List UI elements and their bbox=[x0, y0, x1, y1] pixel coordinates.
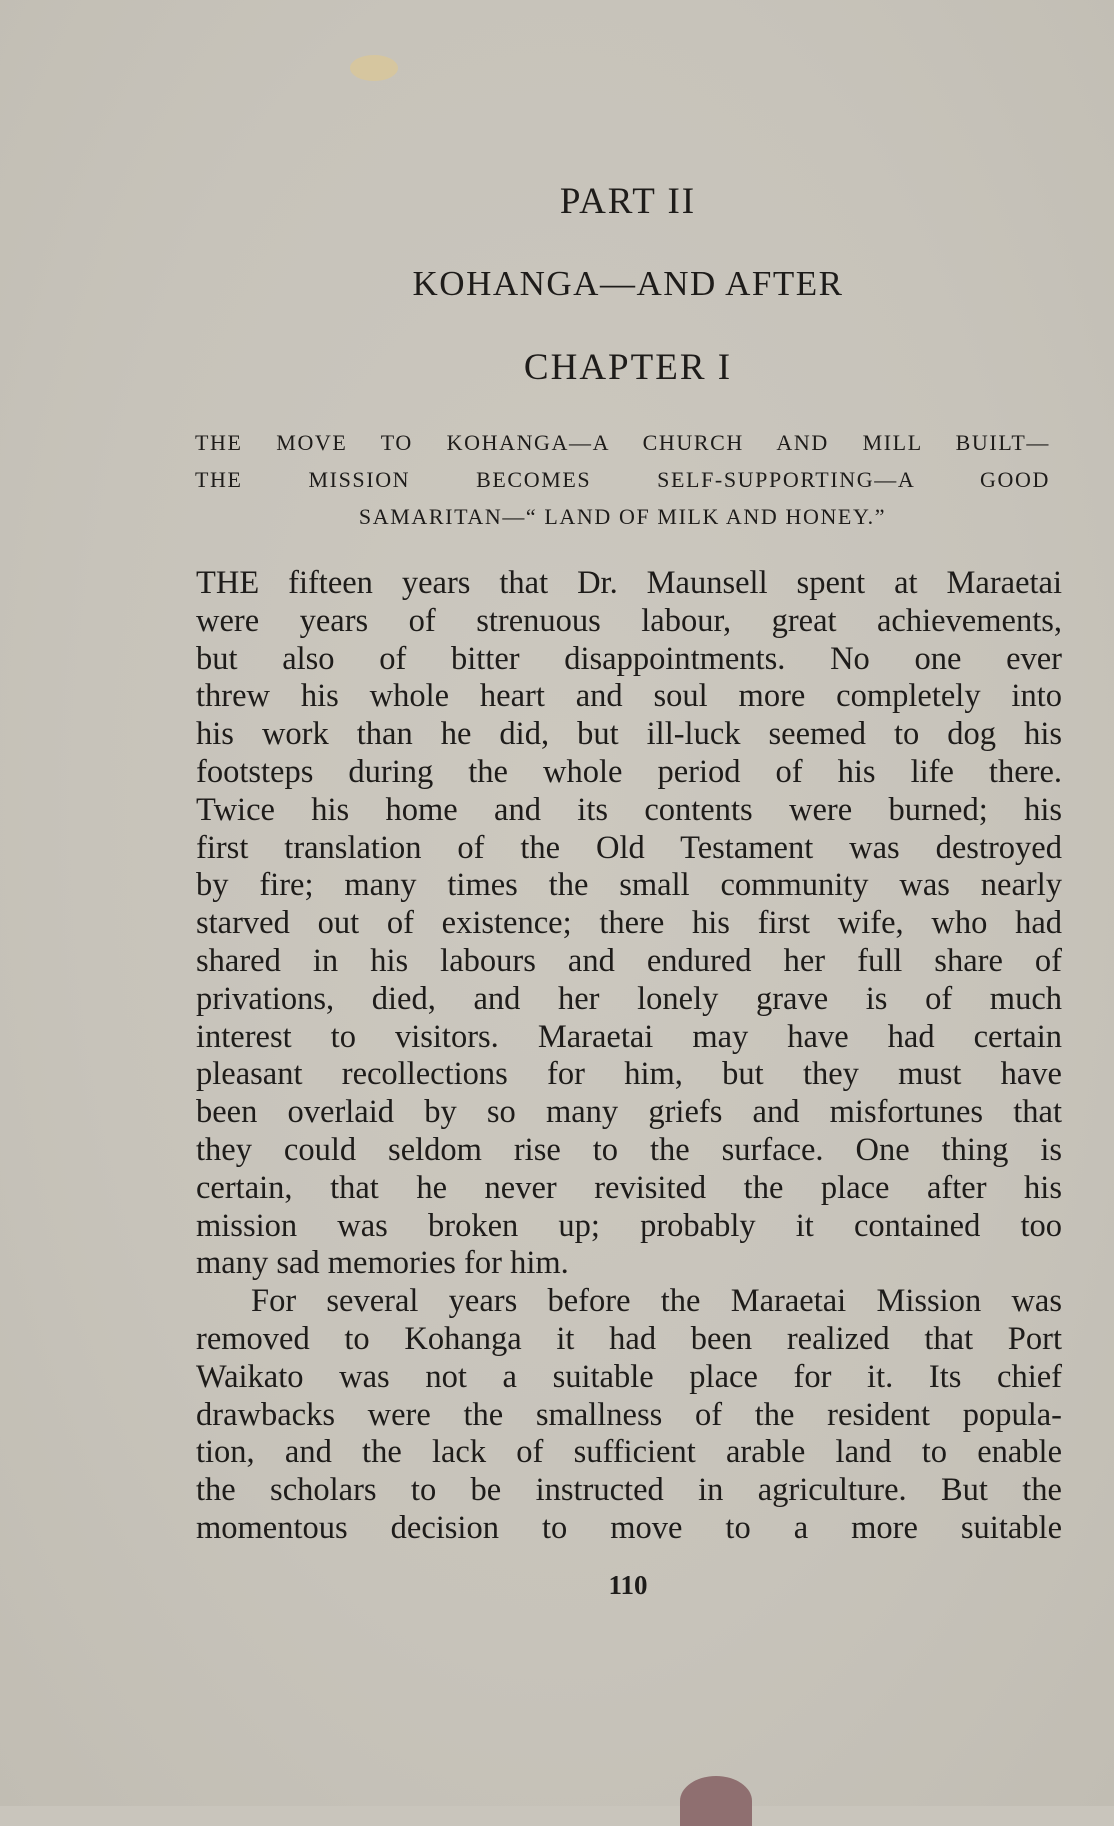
text-line: were years of strenuous labour, great achievements, bbox=[196, 602, 1062, 639]
body-text bbox=[196, 565, 1062, 1548]
text-line: For several years before the Maraetai Mission was bbox=[251, 1283, 1062, 1320]
text-line: interest to visitors. Maraetai may have had certain bbox=[196, 1018, 1062, 1055]
paper-stain bbox=[680, 1776, 752, 1826]
text-line: Waikato was not a suitable place for it. Its chief bbox=[196, 1358, 1062, 1395]
text-line: by fire; many times the small community was nearly bbox=[196, 867, 1062, 904]
text-line: THE fifteen years that Dr. Maunsell spent at Maraetai bbox=[196, 565, 1062, 601]
text-line: removed to Kohanga it had been realized that Port bbox=[196, 1320, 1062, 1357]
text-line: but also of bitter disappointments. No one ever bbox=[196, 640, 1062, 677]
synopsis-line: THE MOVE TO KOHANGA—A CHURCH AND MILL BUILT— bbox=[195, 430, 1050, 455]
chapter-heading: CHAPTER I bbox=[523, 347, 733, 388]
synopsis-line: THE MISSION BECOMES SELF-SUPPORTING—A GOOD bbox=[195, 467, 1050, 492]
paragraph-2 bbox=[196, 1283, 1062, 1548]
paragraph-1 bbox=[196, 565, 1062, 1283]
part-heading: PART II bbox=[559, 181, 697, 222]
text-line: momentous decision to move to a more suitable bbox=[196, 1509, 1062, 1546]
text-line: tion, and the lack of sufficient arable land to enable bbox=[196, 1434, 1062, 1471]
text-line: the scholars to be instructed in agriculture. But the bbox=[196, 1472, 1062, 1509]
text-line: first translation of the Old Testament was destroyed bbox=[196, 829, 1062, 866]
text-line: starved out of existence; there his first wife, who had bbox=[196, 905, 1062, 942]
text-line: they could seldom rise to the surface. One thing is bbox=[196, 1131, 1062, 1168]
text-line: certain, that he never revisited the place after his bbox=[196, 1169, 1062, 1206]
text-line: been overlaid by so many griefs and misfortunes that bbox=[196, 1094, 1062, 1131]
text-line: his work than he did, but ill-luck seemed to dog his bbox=[196, 716, 1062, 753]
page-number: 110 bbox=[608, 1570, 648, 1600]
text-line: privations, died, and her lonely grave is of much bbox=[196, 980, 1062, 1017]
paper-stain bbox=[350, 55, 398, 81]
text-line: many sad memories for him. bbox=[196, 1245, 569, 1282]
text-line: drawbacks were the smallness of the resident popula- bbox=[196, 1396, 1062, 1433]
part-title: KOHANGA—AND AFTER bbox=[412, 264, 844, 303]
text-line: pleasant recollections for him, but they must have bbox=[196, 1056, 1062, 1093]
text-line: mission was broken up; probably it contained too bbox=[196, 1207, 1062, 1244]
chapter-synopsis bbox=[195, 424, 1050, 535]
text-line: shared in his labours and endured her full share of bbox=[196, 942, 1062, 979]
text-line: Twice his home and its contents were burned; his bbox=[196, 791, 1062, 828]
synopsis-line: SAMARITAN—“ LAND OF MILK AND HONEY.” bbox=[358, 504, 887, 529]
text-line: threw his whole heart and soul more completely into bbox=[196, 678, 1062, 715]
text-line: footsteps during the whole period of his life there. bbox=[196, 753, 1062, 790]
